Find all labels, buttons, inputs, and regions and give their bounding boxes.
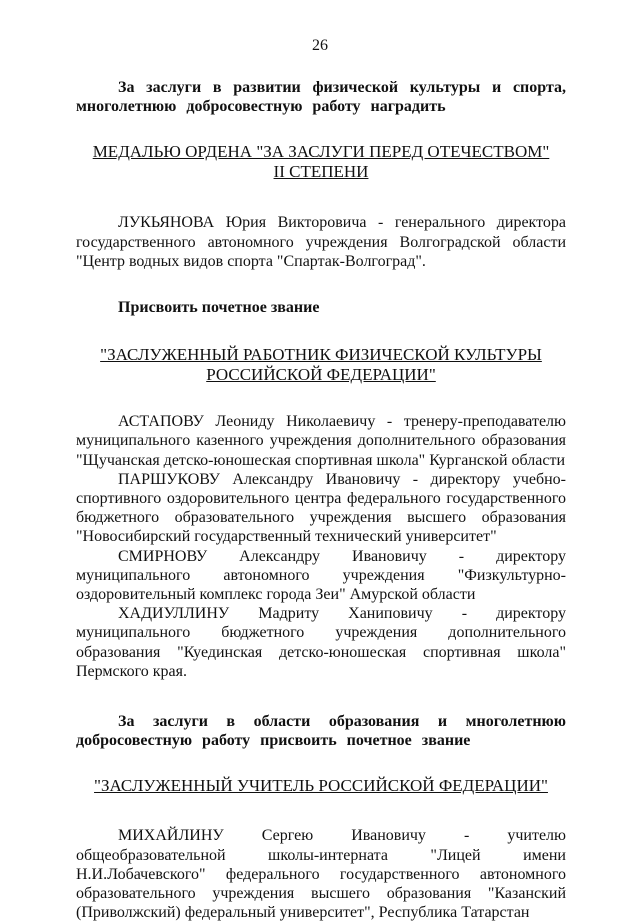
recipient-lukyanov: ЛУКЬЯНОВА Юрия Викторовича - генерального директора государственного автономного учреждения Волгоградской области "Центр водных видов спорта "Спартак-Волгоград".	[76, 214, 566, 270]
section1-award-line2: II СТЕПЕНИ	[273, 162, 369, 182]
recipient-astapov: АСТАПОВУ Леониду Николаевичу - тренеру-преподавателю муниципального казенного учреждения дополнительного образования "Щучанская детско-юношеская спортивная школа" Курганской области	[76, 413, 566, 469]
document-body	[76, 78, 566, 922]
recipient-smirnov: СМИРНОВУ Александру Ивановичу - директору муниципального автономного учреждения "Физкультурно-оздоровительный комплекс города Зеи" Амурской области	[76, 547, 566, 604]
section1-award-line1: МЕДАЛЬЮ ОРДЕНА "ЗА ЗАСЛУГИ ПЕРЕД ОТЕЧЕСТВОМ"	[92, 142, 550, 162]
section1-heading: За заслуги в развитии физической культуры и спорта, многолетнюю добросовестную работу наградить	[76, 79, 566, 116]
recipient-parshukov: ПАРШУКОВУ Александру Ивановичу - директору учебно-спортивного оздоровительного центра федерального государственного бюджетного образовательного учреждения высшего образования "Новосибирский государственный технический университет"	[76, 470, 566, 546]
section2-heading: Присвоить почетное звание	[118, 299, 320, 317]
page-number: 26	[312, 37, 328, 54]
section2-award-line2: РОССИЙСКОЙ ФЕДЕРАЦИИ"	[206, 365, 436, 385]
section2-award-line1: "ЗАСЛУЖЕННЫЙ РАБОТНИК ФИЗИЧЕСКОЙ КУЛЬТУРЫ	[100, 345, 542, 365]
section3-heading: За заслуги в области образования и многолетнюю добросовестную работу присвоить почетное звание	[76, 713, 566, 750]
section3-award-line1: "ЗАСЛУЖЕННЫЙ УЧИТЕЛЬ РОССИЙСКОЙ ФЕДЕРАЦИИ"	[94, 776, 548, 796]
recipient-khadiullin: ХАДИУЛЛИНУ Мадриту Ханиповичу - директору муниципального бюджетного учреждения дополнительного образования "Куединская детско-юношеская спортивная школа" Пермского края.	[76, 605, 566, 680]
recipient-mikhailin: МИХАЙЛИНУ Сергею Ивановичу - учителю общеобразовательной школы-интерната "Лицей имени Н.И.Лобачевского" федерального государственного автономного образовательного учреждения высшего образования "Казанский (Приволжский) федеральный университет", Республика Татарстан	[76, 827, 566, 922]
